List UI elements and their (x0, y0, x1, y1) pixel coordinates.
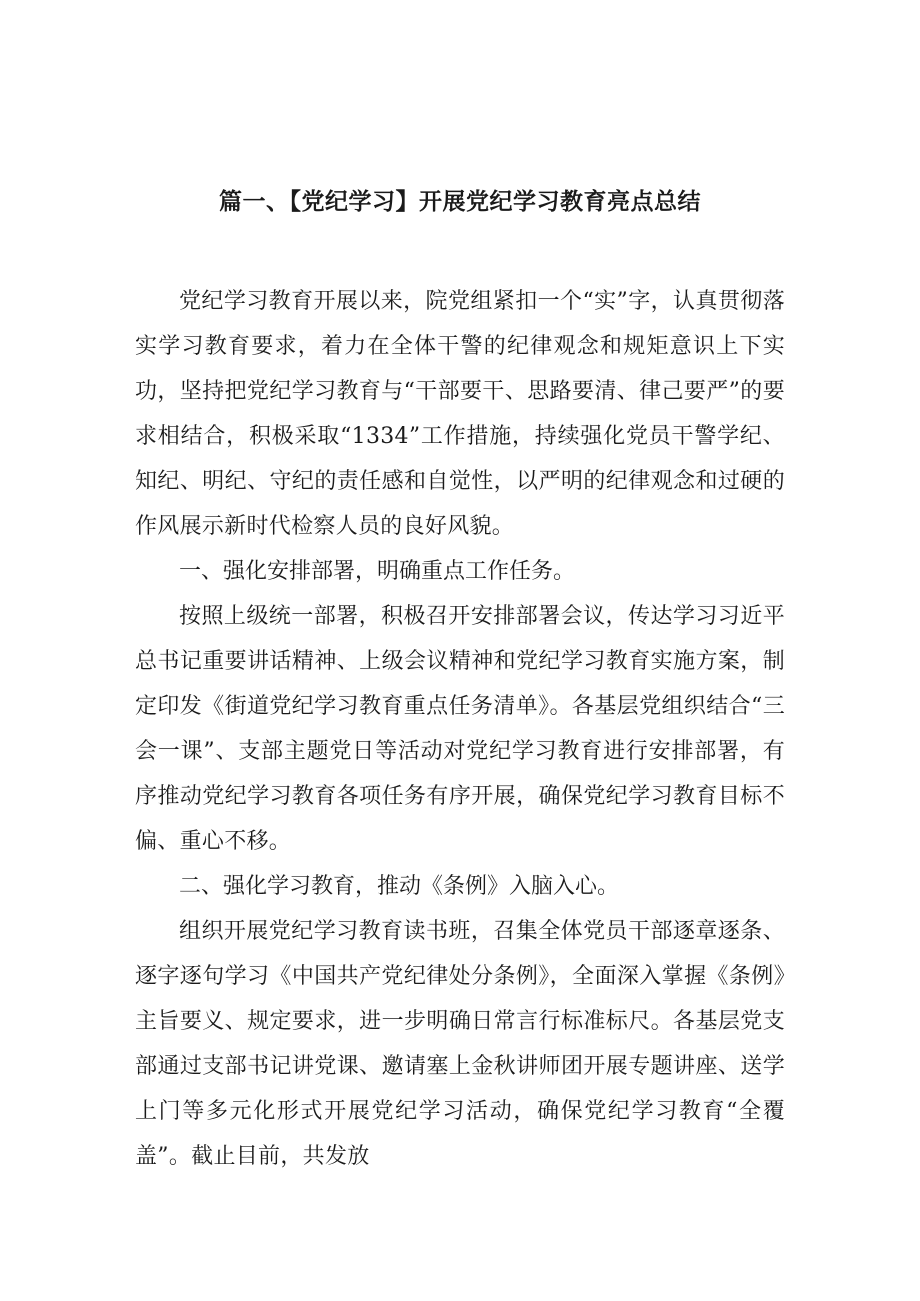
document-body (135, 279, 785, 1179)
section-2-heading: 二、强化学习教育，推动《条例》入脑入心。 (179, 874, 620, 899)
document-title: 篇一、【党纪学习】开展党纪学习教育亮点总结 (219, 189, 701, 215)
section-2-paragraph: 组织开展党纪学习教育读书班，召集全体党员干部逐章逐条、逐字逐句学习《中国共产党纪律处分条例》，全面深入掌握《条例》主旨要义、规定要求，进一步明确日常言行标准标尺。各基层党支部通过支部书记讲党课、邀请塞上金秋讲师团开展专题讲座、送学上门等多元化形式开展党纪学习活动，确保党纪学习教育“全覆盖”。截止目前，共发放 (135, 919, 785, 1169)
section-1-heading: 一、强化安排部署，明确重点工作任务。 (179, 559, 576, 584)
section-1-paragraph: 按照上级统一部署，积极召开安排部署会议，传达学习习近平总书记重要讲话精神、上级会议精神和党纪学习教育实施方案，制定印发《街道党纪学习教育重点任务清单》。各基层党组织结合“三会一课”、支部主题党日等活动对党纪学习教育进行安排部署，有序推动党纪学习教育各项任务有序开展，确保党纪学习教育目标不偏、重心不移。 (135, 604, 785, 854)
intro-paragraph: 党纪学习教育开展以来，院党组紧扣一个“实”字，认真贯彻落实学习教育要求，着力在全体干警的纪律观念和规矩意识上下实功，坚持把党纪学习教育与“干部要干、思路要清、律己要严”的要求相结合，积极采取“1334”工作措施，持续强化党员干警学纪、知纪、明纪、守纪的责任感和自觉性，以严明的纪律观念和过硬的作风展示新时代检察人员的良好风貌。 (135, 289, 785, 539)
